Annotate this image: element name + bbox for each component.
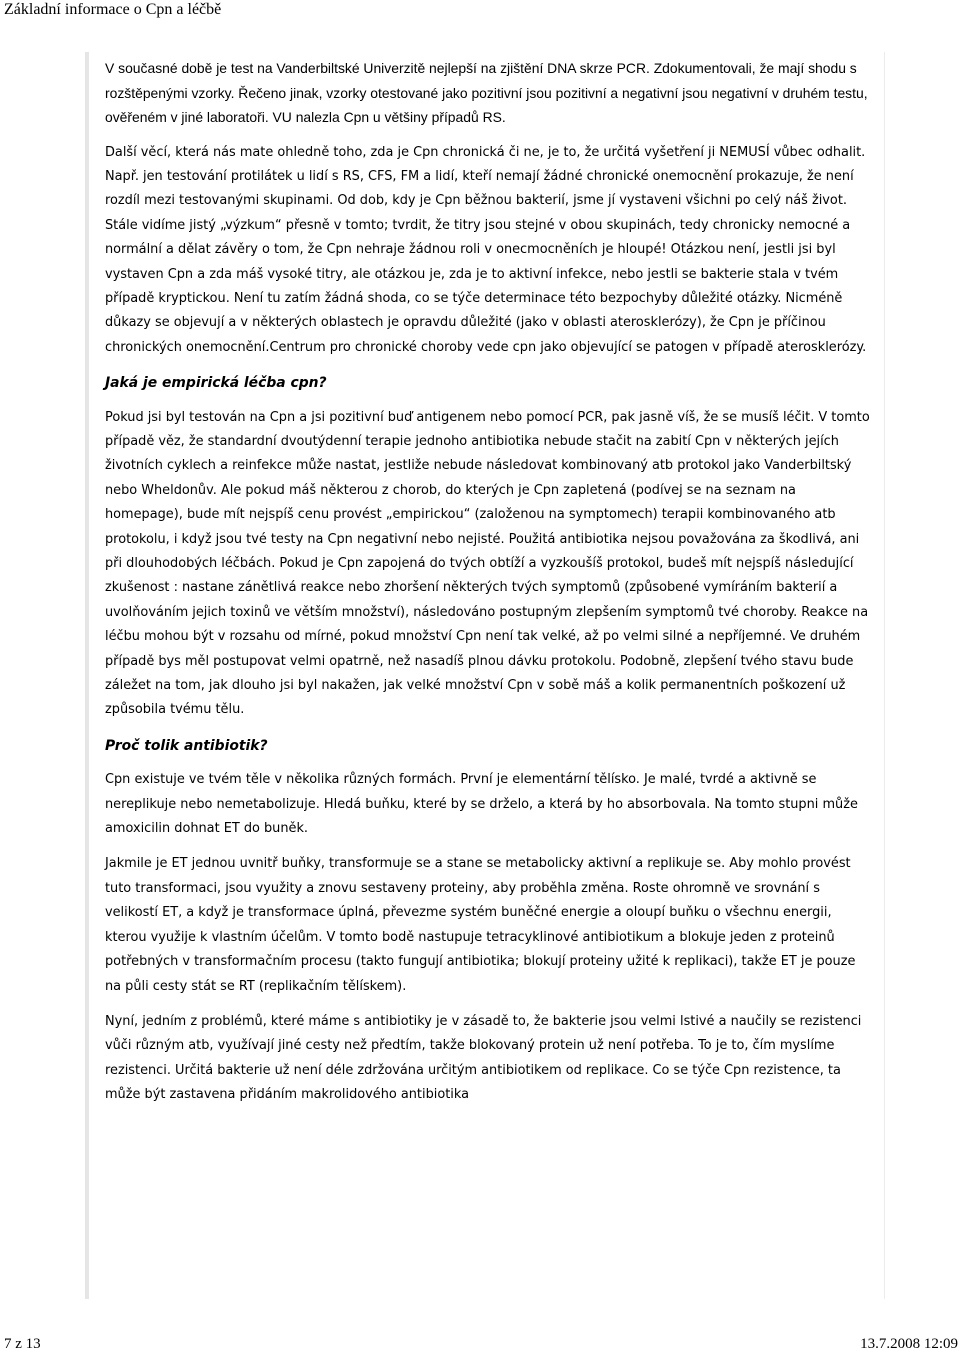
paragraph-elementary-body: Cpn existuje ve tvém těle v několika různých formách. První je elementární tělísko. Je malé, tvrdé a aktivně se nereplikuje nebo nemetabolizuje. Hledá buňku, které by se drželo, a která by ho absorbovala. Na tomto stupni může amoxicilin dohnat ET do buněk. xyxy=(105,772,858,837)
article-content xyxy=(85,52,885,1299)
page-header-title: Základní informace o Cpn a léčbě xyxy=(4,1,222,18)
heading-empirical-treatment: Jaká je empirická léčba cpn? xyxy=(105,375,327,392)
intro-paragraph: V současné době je test na Vanderbiltské Univerzitě nejlepší na zjištění DNA skrze PCR. Zdokumentovali, že mají shodu s rozštěpenými vzorky. Řečeno jinak, vzorky otestované jako pozitivní jsou pozitivní a negativní jsou negativní v druhém testu, ověřeném v jiné laboratoři. VU nalezla Cpn u většiny případů RS. xyxy=(105,60,868,125)
paragraph-transformation: Jakmile je ET jednou uvnitř buňky, transformuje se a stane se metabolicky aktivní a replikuje se. Aby mohlo provést tuto transformaci, jsou využity a znovu sestaveny proteiny, aby proběhla změna. Roste ohromně ve srovnání s velikostí ET, a když je transformace úplná, převezme systém buněčné energie a oloupí buňku o všechnu energii, kterou využije k vlastním účelům. V tomto bodě nastupuje tetracyklinové antibiotikum a blokuje jeden z proteinů potřebných v transformačním procesu (takto fungují antibiotika; blokují proteiny užité k replikaci), takže ET je pouze na půli cesty stát se RT (replikačním tělískem). xyxy=(105,856,856,994)
print-datetime: 13.7.2008 12:09 xyxy=(860,1336,958,1352)
paragraph-resistance: Nyní, jedním z problémů, které máme s antibiotiky je v zásadě to, že bakterie jsou velmi lstivé a naučily se rezistenci vůči různým atb, využívají jiné cesty než předtím, takže blokovaný protein už není potřeba. To je to, čím myslíme rezistenci. Určitá bakterie už není déle zdržována určitým antibiotikem od replikace. Co se týče Cpn rezistence, ta může být zastavena přidáním makrolidového antibiotika xyxy=(105,1013,862,1103)
paragraph-chronic-detection: Další věcí, která nás mate ohledně toho, zda je Cpn chronická či ne, je to, že určitá vyšetření ji NEMUSÍ vůbec odhalit. Např. jen testování protilátek u lidí s RS, CFS, FM a lidí, kteří nemají žádné chronické onemocnění prokazuje, že není rozdíl mezi testovanými skupinami. Od dob, kdy je Cpn běžnou bakterií, jsme jí vystaveni všichni po celý náš život. Stále vidíme jistý „výzkum“ přesně v tomto; tvrdit, že titry jsou stejné v obou skupinách, tedy chronicky nemocné a normální a dělat závěry o tom, že Cpn nehraje žádnou roli v onecmocněních je hloupé! Otázkou není, jestli jsi byl vystaven Cpn a zda máš vysoké titry, ale otázkou je, zda je to aktivní infekce, nebo jestli se bakterie stala v tvém případě kryptickou. Není tu zatím žádná shoda, co se týče determinace této bezpochyby důležité otázky. Nicméně důkazy se objevují a v některých oblastech je opravdu důležité (jako v oblasti aterosklerózy), že Cpn je příčinou chronických onemocnění.Centrum pro chronické choroby vede cpn jako objevující se patogen v případě aterosklerózy. xyxy=(105,144,867,355)
article-body xyxy=(105,56,873,1119)
paragraph-empirical-treatment: Pokud jsi byl testován na Cpn a jsi pozitivní buď antigenem nebo pomocí PCR, pak jasně víš, že se musíš léčit. V tomto případě věz, že standardní dvoutýdenní terapie jednoho antibiotika nebude stačit na zabití Cpn v některých jejích životních cyklech a reinfekce může nastat, jestliže nebude následovat kombinovaný atb protokol jako Vanderbiltský nebo Wheldonův. Ale pokud máš některou z chorob, do kterých je Cpn zapletená (podívej se na seznam na homepage), bude mít nejspíš cenu provést „empirickou“ (založenou na symptomech) terapii kombinovaného atb protokolu, i když jsou tvé testy na Cpn negativní nebo nejisté. Použitá antibiotika nejsou považována za škodlivá, ani při dlouhodobých léčbách. Pokud je Cpn zapojená do tvých obtíží a vyzkoušíš protokol, budeš mít nejspíš následující zkušenost : nastane zánětlivá reakce nebo zhoršení některých tvých symptomů (způsobené vymíráním bakterií a uvolňováním jejich toxinů ve větším množství), následováno postupným zlepšením symptomů tvé choroby. Reakce na léčbu mohou být v rozsahu od mírné, pokud množství Cpn není tak velké, až po velmi silné a nepříjemné. Ve druhém případě bys měl postupovat velmi opatrně, než nasadíš plnou dávku protokolu. Podobně, zlepšení tvého stavu bude záležet na tom, jak dlouho jsi byl nakažen, jak velké množství Cpn v sobě máš a kolik permanentních poškození už způsobila tvému tělu. xyxy=(105,409,870,718)
heading-why-antibiotics: Proč tolik antibiotik? xyxy=(105,737,268,754)
page-number: 7 z 13 xyxy=(4,1336,41,1352)
